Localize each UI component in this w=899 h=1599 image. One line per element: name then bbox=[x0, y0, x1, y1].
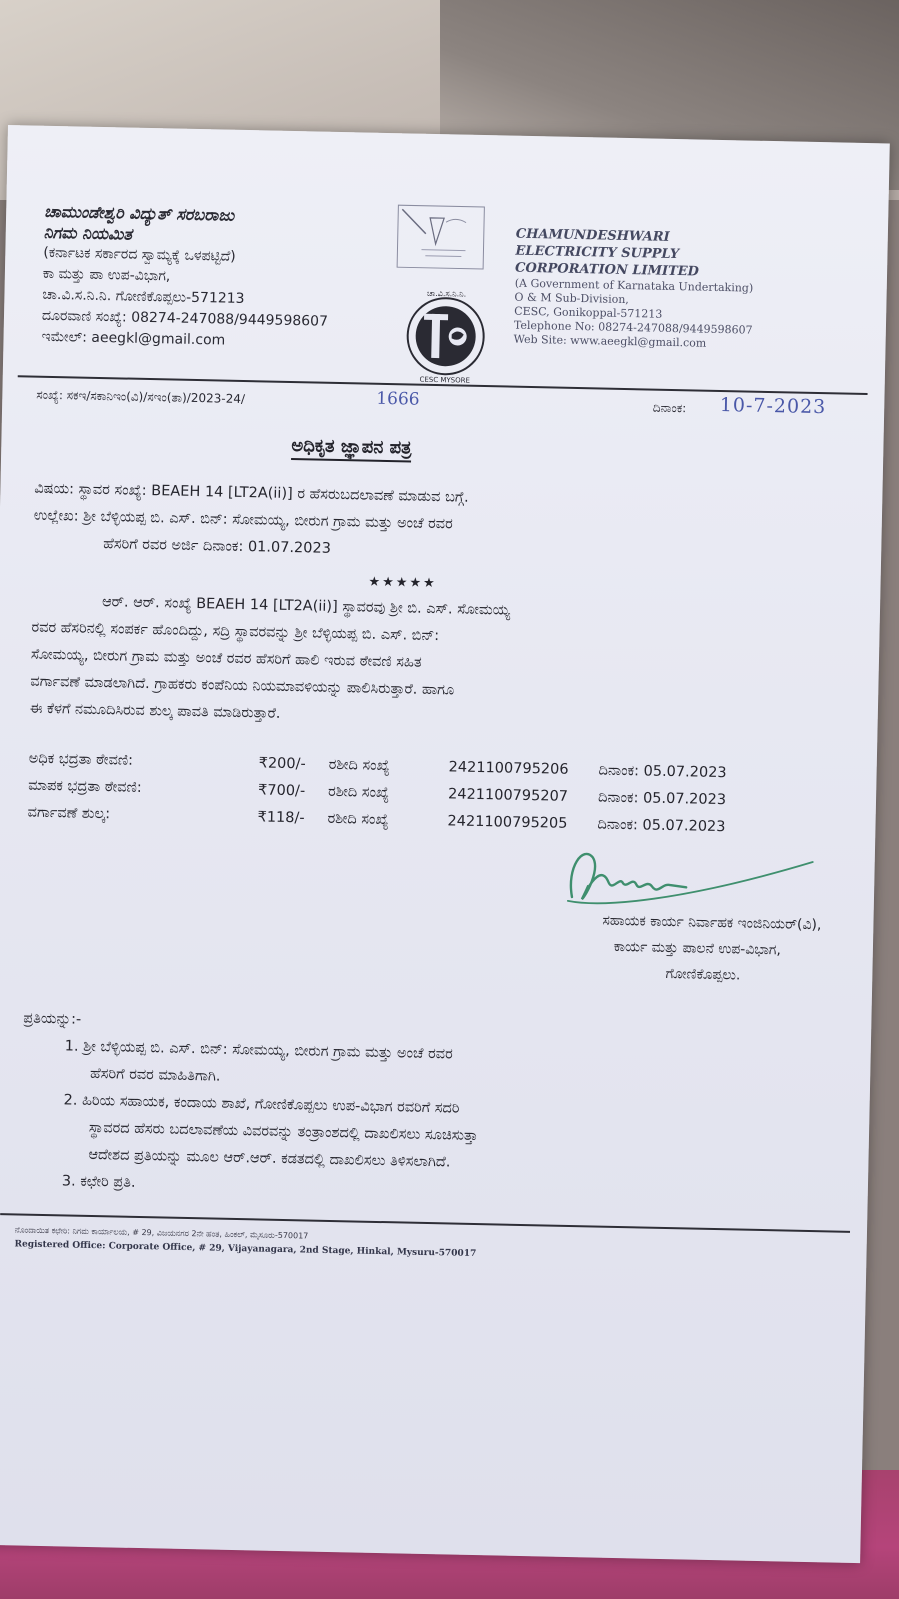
en-line4: (A Government of Karnataka Undertaking) bbox=[514, 276, 754, 295]
receipt-number: 2421100795205 bbox=[447, 813, 568, 832]
kannada-letterhead bbox=[41, 201, 404, 356]
kn-line3: (ಕರ್ನಾಟಕ ಸರ್ಕಾರದ ಸ್ವಾಮ್ಯಕ್ಕೆ ಒಳಪಟ್ಟಿದೆ) bbox=[43, 244, 236, 265]
copy-item-1-line1: 1. ಶ್ರೀ ಬೆಳ್ಳಿಯಪ್ಪ ಬಿ. ಎಸ್. ಬಿನ್: ಸೋಮಯ್ಯ, ಬೀರುಗ ಗ್ರಾಮ ಮತ್ತು ಅಂಚೆ ರವರ bbox=[64, 1038, 453, 1063]
reference-label: ಸಂಖ್ಯೆ: ಸಕಇ/ಸಕಾನಿಇಂ(ವಿ)/ಸಇಂ(ತಾ)/2023-24/ bbox=[36, 387, 246, 407]
body-line3: ಸೋಮಯ್ಯ, ಬೀರುಗ ಗ್ರಾಮ ಮತ್ತು ಅಂಚೆ ರವರ ಹೆಸರಿಗೆ ಹಾಲಿ ಇರುವ ಠೇವಣಿ ಸಹಿತ bbox=[30, 646, 422, 671]
copy-item-2-line3: ಆದೇಶದ ಪ್ರತಿಯನ್ನು ಮೂಲ ಆರ್.ಆರ್. ಕಡತದಲ್ಲಿ ದಾಖಲಿಸಲು ತಿಳಿಸಲಾಗಿದೆ. bbox=[88, 1146, 451, 1171]
date-label: ದಿನಾಂಕ: bbox=[652, 400, 687, 416]
body-line1: ಆರ್. ಆರ್. ಸಂಖ್ಯೆ BEAEH 14 [LT2A(ii)] ಸ್ಥಾವರವು ಶ್ರೀ ಬಿ. ಎಸ್. ಸೋಮಯ್ಯ bbox=[101, 594, 511, 619]
fee-amount: ₹200/- bbox=[258, 755, 306, 773]
subject-line3: ಹೆಸರಿಗೆ ರವರ ಅರ್ಜಿ ದಿನಾಂಕ: 01.07.2023 bbox=[103, 536, 332, 557]
fee-amount: ₹700/- bbox=[257, 782, 306, 800]
copies-heading: ಪ್ರತಿಯನ್ನು:- bbox=[23, 1010, 82, 1028]
kn-line5: ಚಾ.ವಿ.ಸ.ನಿ.ನಿ. ಗೋಣಿಕೊಪ್ಪಲು-571213 bbox=[42, 286, 245, 307]
body-line4: ವರ್ಗಾವಣೆ ಮಾಡಲಾಗಿದೆ. ಗ್ರಾಹಕರು ಕಂಪೆನಿಯ ನಿಯಮಾವಳಿಯನ್ನು ಪಾಲಿಸಿರುತ್ತಾರೆ. ಹಾಗೂ bbox=[30, 673, 455, 699]
reference-row bbox=[36, 388, 846, 435]
fee-date: ದಿನಾಂಕ: 05.07.2023 bbox=[598, 762, 727, 782]
en-line5: O & M Sub-Division, bbox=[514, 290, 630, 307]
signatory-block bbox=[400, 903, 822, 990]
fee-label: ವರ್ಗಾವಣೆ ಶುಲ್ಕ: bbox=[27, 804, 111, 823]
kn-line6: ದೂರವಾಣಿ ಸಂಖ್ಯೆ: 08274-247088/9449598607 bbox=[41, 307, 329, 330]
signatory-line1: ಸಹಾಯಕ ಕಾರ್ಯ ನಿರ್ವಾಹಕ ಇಂಜಿನಿಯರ್(ವಿ), bbox=[602, 912, 822, 934]
copies-section bbox=[20, 1006, 844, 1212]
copy-item-3: 3. ಕಛೇರಿ ಪ್ರತಿ. bbox=[61, 1173, 136, 1191]
seal-top-text: ಚಾ.ವಿ.ಸ.ನಿ.ನಿ. bbox=[426, 288, 467, 299]
body-line2: ರವರ ಹೆಸರಿನಲ್ಲಿ ಸಂಪರ್ಕ ಹೊಂದಿದ್ದು, ಸದ್ರಿ ಸ್ಥಾವರವನ್ನು ಶ್ರೀ ಬೆಳ್ಳಿಯಪ್ಪ ಬಿ. ಎಸ್. ಬಿನ್: bbox=[31, 619, 440, 645]
en-line7: Telephone No: 08274-247088/9449598607 bbox=[513, 318, 753, 337]
subject-line1: ವಿಷಯ: ಸ್ಥಾವರ ಸಂಖ್ಯೆ: BEAEH 14 [LT2A(ii)] ರ ಹೆಸರುಬದಲಾವಣೆ ಮಾಡುವ ಬಗ್ಗೆ. bbox=[34, 480, 469, 506]
kn-org-line1: ಚಾಮುಂಡೇಶ್ವರಿ ವಿದ್ಯುತ್ ಸರಬರಾಜು bbox=[44, 201, 235, 225]
footer bbox=[14, 1223, 834, 1268]
fee-date: ದಿನಾಂಕ: 05.07.2023 bbox=[597, 789, 727, 809]
copy-item-2-line2: ಸ್ಥಾವರದ ಹೆಸರು ಬದಲಾವಣೆಯ ವಿವರವನ್ನು ತಂತ್ರಾಂಶದಲ್ಲಿ ದಾಖಲಿಸಲು ಸೂಚಿಸುತ್ತಾ bbox=[88, 1119, 479, 1145]
footer-english: Registered Office: Corporate Office, # 29, Vijayanagara, 2nd Stage, Hinkal, Mysuru-570017 bbox=[14, 1239, 477, 1260]
receipt-number: 2421100795206 bbox=[448, 759, 569, 778]
en-org-line3: CORPORATION LIMITED bbox=[514, 260, 700, 280]
seal-bottom-text: CESC MYSORE bbox=[419, 375, 471, 385]
copy-item-1-line2: ಹೆಸರಿಗೆ ರವರ ಮಾಹಿತಿಗಾಗಿ. bbox=[89, 1065, 221, 1085]
en-line6: CESC, Gonikoppal-571213 bbox=[514, 304, 663, 321]
receipt-label: ರಶೀದಿ ಸಂಖ್ಯೆ bbox=[327, 810, 389, 829]
reference-number: 1666 bbox=[376, 388, 420, 410]
signatory-line3: ಗೋಣಿಕೊಪ್ಪಲು. bbox=[665, 965, 741, 984]
document-title: ಅಧಿಕೃತ ಜ್ಞಾಪನ ಪತ್ರ bbox=[291, 435, 412, 463]
signatory-line2: ಕಾರ್ಯ ಮತ್ತು ಪಾಲನೆ ಉಪ-ವಿಭಾಗ, bbox=[613, 938, 782, 959]
fee-amount: ₹118/- bbox=[257, 809, 305, 827]
receipt-label: ರಶೀದಿ ಸಂಖ್ಯೆ bbox=[327, 783, 390, 802]
receipt-number: 2421100795207 bbox=[447, 786, 569, 805]
cesc-seal-icon bbox=[395, 283, 497, 385]
fee-label: ಮಾಪಕ ಭದ್ರತಾ ಠೇವಣಿ: bbox=[28, 777, 142, 796]
en-org-line1: CHAMUNDESHWARI bbox=[515, 226, 670, 245]
body-line5: ಈ ಕೆಳಗೆ ನಮೂದಿಸಿರುವ ಶುಲ್ಕ ಪಾವತಿ ಮಾಡಿರುತ್ತಾರೆ. bbox=[29, 700, 281, 722]
kn-line7: ಇಮೇಲ್: aeegkl@gmail.com bbox=[41, 328, 226, 349]
separator-stars: ★★★★★ bbox=[368, 574, 437, 592]
en-line8: Web Site: www.aeegkl@gmail.com bbox=[513, 332, 707, 350]
fee-date: ದಿನಾಂಕ: 05.07.2023 bbox=[597, 816, 726, 836]
footer-kannada: ನೊಂದಾಯಿತ ಕಛೇರಿ: ನಿಗಮ ಕಾರ್ಯಾಲಯ, # 29, ವಿಜಯನಗರ 2ನೇ ಹಂತ, ಹಿಂಕಲ್, ಮೈಸೂರು-570017 bbox=[14, 1225, 309, 1241]
kn-line4: ಕಾ ಮತ್ತು ಪಾ ಉಪ-ವಿಭಾಗ, bbox=[42, 265, 171, 285]
letter-page bbox=[0, 125, 890, 1563]
date-value: 10-7-2023 bbox=[719, 393, 827, 419]
copy-item-2-line1: 2. ಹಿರಿಯ ಸಹಾಯಕ, ಕಂದಾಯ ಶಾಖೆ, ಗೋಣಿಕೊಪ್ಪಲು ಉಪ-ವಿಭಾಗ ರವರಿಗೆ ಸದರಿ bbox=[63, 1092, 460, 1117]
receipt-label: ರಶೀದಿ ಸಂಖ್ಯೆ bbox=[328, 756, 390, 775]
kn-org-line2: ನಿಗಮ ನಿಯಮಿತ bbox=[43, 222, 133, 244]
subject-line2: ಉಲ್ಲೇಖ: ಶ್ರೀ ಬೆಳ್ಳಿಯಪ್ಪ ಬಿ. ಎಸ್. ಬಿನ್: ಸೋಮಯ್ಯ, ಬೀರುಗ ಗ್ರಾಮ ಮತ್ತು ಅಂಚೆ ರವರ bbox=[33, 507, 453, 533]
fee-label: ಅಧಿಕ ಭದ್ರತಾ ಠೇವಣಿ: bbox=[28, 750, 134, 769]
tower-logo-icon bbox=[395, 203, 486, 275]
english-letterhead bbox=[513, 226, 855, 354]
en-org-line2: ELECTRICITY SUPPLY bbox=[515, 243, 680, 263]
